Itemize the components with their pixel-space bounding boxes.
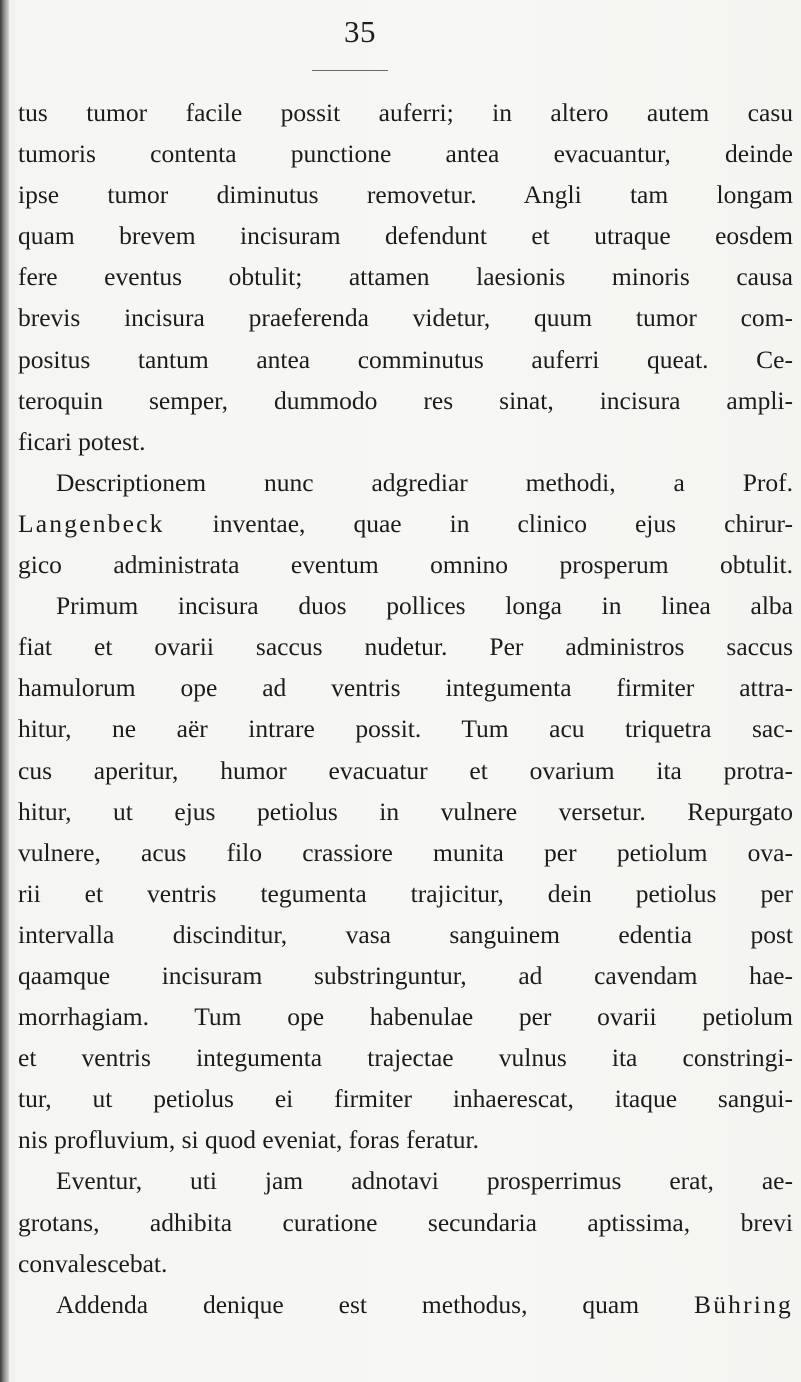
text-line: Eventur, uti jam adnotavi prosperrimus erat, ae- (56, 1166, 793, 1196)
text-line: rii et ventris tegumenta trajicitur, dein petiolus per (18, 878, 793, 908)
text-line: vulnere, acus filo crassiore munita per petiolum ova- (18, 837, 793, 867)
text-line: cus aperitur, humor evacuatur et ovarium ita protra- (18, 755, 793, 785)
text-line: convalescebat. (18, 1248, 168, 1278)
spaced-name: Bühring (694, 1289, 793, 1319)
page-edge-shadow (0, 0, 9, 1382)
text-line: gico administrata eventum omnino prosperum obtulit. (18, 550, 793, 580)
text-line: ipse tumor diminutus removetur. Angli tam longam (18, 180, 793, 210)
text-line: hamulorum ope ad ventris integumenta firmiter attra- (18, 673, 793, 703)
text-line: fere eventus obtulit; attamen laesionis minoris causa (18, 262, 793, 292)
text-line: tus tumor facile possit auferri; in altero autem casu (18, 98, 793, 127)
text-line: et ventris integumenta trajectae vulnus ita constringi- (18, 1043, 793, 1073)
text-line: fiat et ovarii saccus nudetur. Per administros saccus (18, 632, 793, 662)
spaced-name: Langenbeck (18, 508, 165, 538)
text-line: brevis incisura praeferenda videtur, quum tumor com- (18, 303, 793, 333)
text-line: Addenda denique est methodus, quam Bühring (56, 1289, 793, 1319)
text-line: tumoris contenta punctione antea evacuantur, deinde (18, 139, 793, 169)
page-number-rule (312, 70, 388, 71)
text-line: teroquin semper, dummodo res sinat, incisura ampli- (18, 385, 793, 415)
text-line: Primum incisura duos pollices longa in linea alba (56, 591, 793, 621)
text-line: morrhagiam. Tum ope habenulae per ovarii petiolum (18, 1002, 793, 1032)
text-line: quam brevem incisuram defendunt et utraque eosdem (18, 221, 793, 251)
text-line: Descriptionem nunc adgrediar methodi, a Prof. (56, 467, 793, 497)
text-line: hitur, ut ejus petiolus in vulnere versetur. Repurgato (18, 796, 793, 826)
text-line: qaamque incisuram substringuntur, ad cavendam hae- (18, 960, 793, 990)
text-line: intervalla discinditur, vasa sanguinem edentia post (18, 919, 793, 949)
text-line: grotans, adhibita curatione secundaria aptissima, brevi (18, 1207, 793, 1237)
text-line: ficari potest. (18, 426, 146, 456)
body-text (18, 92, 793, 1325)
text-line: tur, ut petiolus ei firmiter inhaerescat, itaque sangui- (18, 1084, 793, 1114)
text-line: nis profluvium, si quod eveniat, foras feratur. (18, 1125, 480, 1155)
page-number: 35 (344, 14, 376, 49)
text-line: positus tantum antea comminutus auferri queat. Ce- (18, 344, 793, 374)
text-line: hitur, ne aër intrare possit. Tum acu triquetra sac- (18, 714, 793, 744)
text-line: Langenbeck inventae, quae in clinico ejus chirur- (18, 508, 793, 538)
